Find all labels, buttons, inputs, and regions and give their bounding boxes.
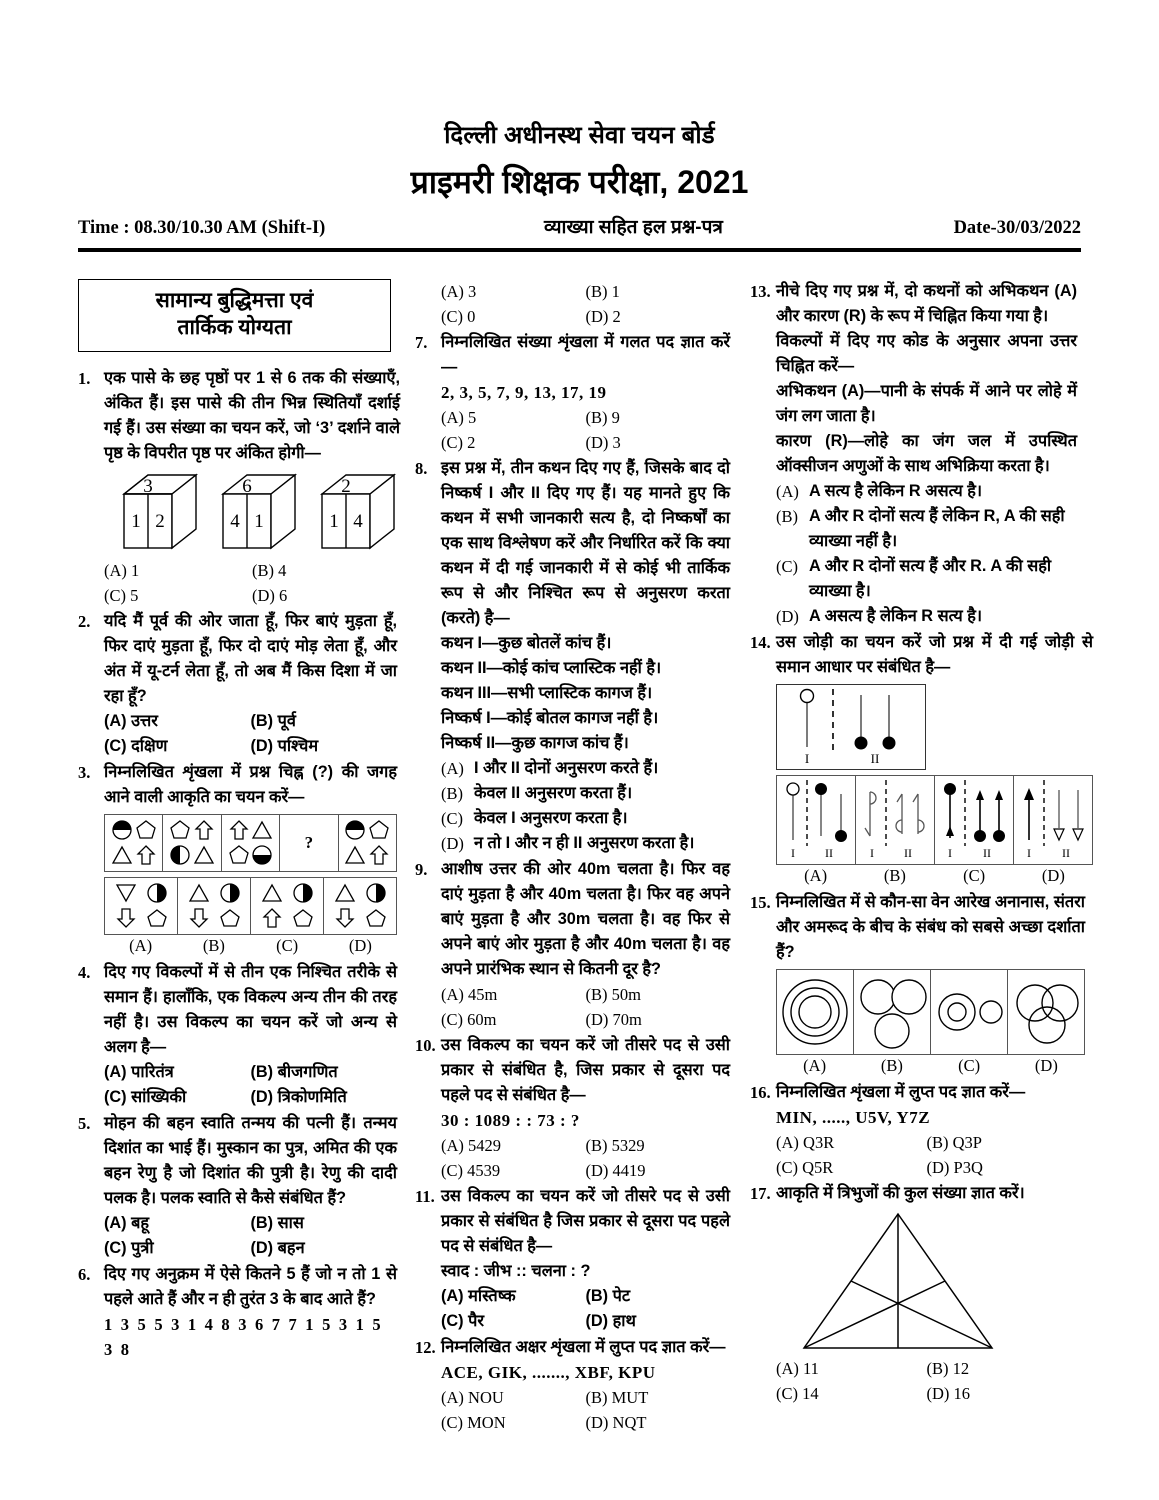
options-2 xyxy=(104,709,397,759)
question-number: 14. xyxy=(750,633,771,652)
option-b[interactable]: (B) 4 xyxy=(252,560,287,580)
question-11 xyxy=(415,1184,730,1334)
series-cell-5 xyxy=(339,815,396,871)
question-number: 3. xyxy=(78,762,91,782)
series-cell-2 xyxy=(163,815,221,871)
option-c[interactable]: (C) Q5R xyxy=(776,1158,834,1177)
right-half-filled-circle-icon xyxy=(292,882,314,904)
question-text: आकृति में त्रिभुजों की कुल संख्या ज्ञात करें। xyxy=(776,1184,1025,1202)
option-b[interactable]: (B) सास xyxy=(250,1213,304,1232)
label-b: (B) xyxy=(202,935,225,955)
option-d[interactable]: (D) 4419 xyxy=(585,1161,646,1180)
paper-subtitle: व्याख्या सहित हल प्रश्न-पत्र xyxy=(544,217,723,238)
question-15 xyxy=(750,890,1085,1079)
label-a: (A) xyxy=(129,935,153,955)
section-title-box xyxy=(78,279,391,352)
question-number: 2. xyxy=(78,611,91,631)
question-6-options-continued xyxy=(415,279,730,329)
label-II: II xyxy=(1062,846,1070,860)
options-5 xyxy=(104,1211,397,1261)
options-7 xyxy=(441,405,730,455)
answer-option-d[interactable] xyxy=(324,878,396,934)
answer-option-c[interactable] xyxy=(251,878,324,934)
statement-1: कथन I—कुछ बोतलें कांच हैं। xyxy=(441,634,612,652)
pair-option-a[interactable] xyxy=(777,776,856,864)
question-number: 15. xyxy=(750,893,771,912)
pair-question-figure xyxy=(776,684,1093,886)
left-half-filled-circle-icon xyxy=(169,844,191,866)
option-b[interactable]: (B) 1 xyxy=(585,282,620,301)
question-pair-box xyxy=(776,684,926,770)
question-text: निम्नलिखित अक्षर शृंखला में लुप्त पद ज्ञात करें— xyxy=(441,1338,726,1356)
question-16 xyxy=(750,1080,1077,1180)
dice-1-left: 1 xyxy=(131,510,141,532)
up-arrow-icon xyxy=(228,819,250,841)
option-a[interactable]: (A) 3 xyxy=(441,282,477,301)
pentagon-icon xyxy=(146,907,168,929)
question-text: दिए गए विकल्पों में से तीन एक निश्चित तरीके से समान हैं। हालाँकि, एक विकल्प अन्य तीन की तरह नहीं है। उस विकल्प का चयन करें जो अन्य से अलग है— xyxy=(104,962,397,1056)
up-arrow-icon xyxy=(261,907,283,929)
label-d: (D) xyxy=(1034,1056,1058,1075)
dice-2-left: 4 xyxy=(230,510,240,532)
question-number: 4. xyxy=(78,962,91,982)
question-5 xyxy=(78,1111,397,1261)
question-number: 13. xyxy=(750,282,771,301)
option-a[interactable]: (A) I और II दोनों अनुसरण करते हैं। xyxy=(441,759,659,778)
question-8 xyxy=(415,456,730,856)
option-b[interactable]: (B) 12 xyxy=(926,1359,970,1378)
page-header xyxy=(78,0,1081,239)
letter-series: ACE, GIK, ......., XBF, KPU xyxy=(441,1363,656,1382)
dice-2 xyxy=(217,472,301,554)
dice-3-left: 1 xyxy=(329,510,339,532)
answer-option-a[interactable] xyxy=(105,878,178,934)
option-d[interactable]: (D) न तो I और न ही II अनुसरण करता है। xyxy=(441,834,695,853)
reason-text: कारण (R)—लोहे का जंग जल में उपस्थित ऑक्सीजन अणुओं के साथ अभिक्रिया करता है। xyxy=(776,432,1077,475)
triangle-icon xyxy=(188,882,210,904)
question-2 xyxy=(78,609,397,759)
pair-option-labels xyxy=(776,866,1093,886)
section-title-line1: सामान्य बुद्धिमत्ता एवं xyxy=(155,289,314,312)
option-c[interactable]: (C) 60m xyxy=(441,1010,497,1029)
question-text: यदि मैं पूर्व की ओर जाता हूँ, फिर बाएं मुड़ता हूँ, फिर दाएं मुड़ता हूँ, फिर दो दाएं मोड़ लेता हूँ, और अंत में यू-टर्न लेता हूँ, तो अब मैं किस दिशा में जा रहा हूँ? xyxy=(104,611,397,705)
label-II: II xyxy=(825,846,833,860)
dice-3 xyxy=(316,472,400,554)
label-b: (B) xyxy=(883,866,906,885)
dice-1-top: 3 xyxy=(143,475,153,497)
number-series: 2, 3, 5, 7, 9, 13, 17, 19 xyxy=(441,383,607,402)
label-I: I xyxy=(804,751,810,766)
label-c: (C) xyxy=(958,1056,981,1075)
question-number: 5. xyxy=(78,1113,91,1133)
half-filled-circle-icon xyxy=(344,819,366,841)
letter-series: MIN, ....., U5V, Y7Z xyxy=(776,1108,931,1127)
series-figure xyxy=(104,814,397,956)
question-text: निम्नलिखित शृंखला में लुप्त पद ज्ञात करें— xyxy=(776,1083,1026,1101)
label-d: (D) xyxy=(1041,866,1065,885)
answer-option-labels xyxy=(104,936,397,956)
option-a[interactable]: (A) 1 xyxy=(104,560,140,580)
option-b[interactable]: (B) 9 xyxy=(585,408,620,427)
number-sequence: 1 3 5 5 3 1 4 8 3 6 7 7 1 5 3 1 5 3 8 xyxy=(104,1314,383,1359)
question-text: निम्नलिखित संख्या शृंखला में गलत पद ज्ञात करें— xyxy=(441,333,730,376)
conclusion-2: निष्कर्ष II—कुछ कागज कांच हैं। xyxy=(441,734,629,752)
conclusion-1: निष्कर्ष I—कोई बोतल कागज नहीं है। xyxy=(441,709,659,727)
half-filled-circle-icon xyxy=(111,819,133,841)
venn-option-labels xyxy=(776,1056,1085,1076)
statement-3: कथन III—सभी प्लास्टिक कागज हैं। xyxy=(441,684,653,702)
option-c[interactable]: (C) 14 xyxy=(776,1384,819,1403)
header-divider xyxy=(78,248,1081,252)
label-II: II xyxy=(904,846,912,860)
pair-answer-options xyxy=(776,775,1093,865)
options-17 xyxy=(776,1356,1077,1406)
option-d[interactable]: (D) 3 xyxy=(585,433,621,452)
question-text: दिए गए अनुक्रम में ऐसे कितने 5 हैं जो न तो 1 से पहले आते हैं और न ही तुरंत 3 के बाद आते हैं? xyxy=(104,1264,397,1308)
dice-figure xyxy=(104,472,400,554)
analogy-expression: स्वाद : जीभ :: चलना : ? xyxy=(441,1262,591,1280)
options-9 xyxy=(441,982,730,1032)
question-number: 17. xyxy=(750,1184,771,1203)
dice-1 xyxy=(118,472,202,554)
pentagon-icon xyxy=(365,907,387,929)
option-c[interactable]: (C) सांख्यिकी xyxy=(104,1087,187,1106)
triangle-icon xyxy=(193,844,215,866)
down-arrow-icon xyxy=(334,907,356,929)
analogy-expression: 30 : 1089 : : 73 : ? xyxy=(441,1111,580,1130)
question-3 xyxy=(78,760,397,959)
series-cell-missing xyxy=(280,815,338,871)
label-a: (A) xyxy=(804,866,828,885)
bottom-half-filled-circle-icon xyxy=(251,844,273,866)
exam-time: Time : 08.30/10.30 AM (Shift-I) xyxy=(78,218,326,238)
question-number: 6. xyxy=(78,1264,91,1284)
exam-title: प्राइमरी शिक्षक परीक्षा, 2021 xyxy=(410,164,749,200)
column-1 xyxy=(78,279,411,1436)
label-I: I xyxy=(1027,846,1031,860)
right-half-filled-circle-icon xyxy=(146,882,168,904)
option-b[interactable]: (B) पेट xyxy=(585,1287,631,1305)
question-1 xyxy=(78,366,400,608)
question-9 xyxy=(415,857,730,1032)
triangle-icon xyxy=(334,882,356,904)
up-arrow-icon xyxy=(193,819,215,841)
board-name: दिल्ली अधीनस्थ सेवा चयन बोर्ड xyxy=(444,122,715,149)
venn-option-d[interactable] xyxy=(1008,970,1084,1054)
exam-date: Date-30/03/2022 xyxy=(953,218,1081,238)
option-c[interactable]: (C) पैर xyxy=(441,1312,485,1330)
triangle-icon xyxy=(261,882,283,904)
option-b[interactable]: (B) MUT xyxy=(585,1388,649,1407)
up-arrow-icon xyxy=(368,844,390,866)
question-instruction: विकल्पों में दिए गए कोड के अनुसार अपना उत्तर चिह्नित करें— xyxy=(776,332,1077,375)
options-8 xyxy=(441,756,730,856)
label-II: II xyxy=(870,751,880,766)
option-d[interactable]: (D) 16 xyxy=(926,1384,971,1403)
option-c[interactable]: (C) A और R दोनों सत्य हैं और R. A की सही व्याख्या है। xyxy=(776,557,1052,600)
option-d[interactable]: (D) NQT xyxy=(585,1413,647,1432)
option-b[interactable]: (B) A और R दोनों सत्य हैं लेकिन R, A की सही व्याख्या नहीं है। xyxy=(776,507,1065,550)
pentagon-icon xyxy=(169,819,191,841)
question-text: नीचे दिए गए प्रश्न में, दो कथनों को अभिकथन (A) और कारण (R) के रूप में चिह्नित किया गया है। xyxy=(776,282,1077,325)
question-14 xyxy=(750,630,1093,889)
pentagon-icon xyxy=(292,907,314,929)
up-arrow-icon xyxy=(135,844,157,866)
option-d[interactable]: (D) 6 xyxy=(252,585,288,605)
question-17 xyxy=(750,1181,1077,1406)
option-c[interactable]: (C) पुत्री xyxy=(104,1238,154,1257)
option-c[interactable]: (C) दक्षिण xyxy=(104,736,168,755)
question-13 xyxy=(750,279,1077,629)
question-text: उस विकल्प का चयन करें जो तीसरे पद से उसी प्रकार से संबंधित है, जिस प्रकार से दूसरा पद पहले पद से संबंधित है— xyxy=(441,1036,730,1104)
question-text: निम्नलिखित शृंखला में प्रश्न चिह्न (?) की जगह आने वाली आकृति का चयन करें— xyxy=(104,762,397,806)
option-d[interactable]: (D) पश्चिम xyxy=(250,736,319,755)
triangle-figure xyxy=(798,1208,998,1354)
triangle-icon xyxy=(344,844,366,866)
label-I: I xyxy=(870,846,874,860)
dice-2-top: 6 xyxy=(242,475,252,497)
option-a[interactable]: (A) 45m xyxy=(441,985,498,1004)
question-10 xyxy=(415,1033,730,1183)
question-4 xyxy=(78,960,397,1110)
option-c[interactable]: (C) MON xyxy=(441,1413,506,1432)
question-number: 16. xyxy=(750,1083,771,1102)
pair-option-b[interactable] xyxy=(856,776,935,864)
option-a[interactable]: (A) 11 xyxy=(776,1359,819,1378)
series-cell-1 xyxy=(105,815,163,871)
option-c[interactable]: (C) 0 xyxy=(441,307,476,326)
question-number: 8. xyxy=(415,459,428,478)
question-mark: ? xyxy=(304,832,314,852)
option-a[interactable]: (A) 5 xyxy=(441,408,477,427)
option-b[interactable]: (B) केवल II अनुसरण करता हैं। xyxy=(441,784,633,803)
dice-2-right: 1 xyxy=(254,510,264,532)
option-a[interactable]: (A) मस्तिष्क xyxy=(441,1287,516,1305)
label-d: (D) xyxy=(348,935,372,955)
options-1 xyxy=(104,558,400,608)
option-b[interactable]: (B) Q3P xyxy=(926,1133,982,1152)
question-number: 9. xyxy=(415,860,428,879)
option-d[interactable]: (D) त्रिकोणमिति xyxy=(250,1087,347,1106)
column-2 xyxy=(411,279,744,1436)
option-a[interactable]: (A) A सत्य है लेकिन R असत्य है। xyxy=(776,482,983,501)
series-row xyxy=(104,814,397,872)
option-d[interactable]: (D) 70m xyxy=(585,1010,642,1029)
question-text: उस जोड़ी का चयन करें जो प्रश्न में दी गई जोड़ी से समान आधार पर संबंधित है— xyxy=(776,633,1093,676)
label-II: II xyxy=(983,846,991,860)
down-triangle-icon xyxy=(115,882,137,904)
options-4 xyxy=(104,1060,397,1110)
option-a[interactable]: (A) 5429 xyxy=(441,1136,502,1155)
question-text: मोहन की बहन स्वाति तन्मय की पत्नी हैं। तन्मय दिशांत का भाई हैं। मुस्कान का पुत्र, अमित की एक बहन रेणु है जो दिशांत की पुत्री है। रेणु की दादी पलक है। पलक स्वाति से कैसे संबंधित हैं? xyxy=(104,1113,397,1207)
pentagon-icon xyxy=(219,907,241,929)
pentagon-icon xyxy=(368,819,390,841)
question-number: 1. xyxy=(78,368,91,388)
option-a[interactable]: (A) पारितंत्र xyxy=(104,1062,174,1081)
pentagon-icon xyxy=(228,844,250,866)
option-a[interactable]: (A) बहू xyxy=(104,1213,150,1232)
venn-option-c[interactable] xyxy=(931,970,1008,1054)
statement-2: कथन II—कोई कांच प्लास्टिक नहीं है। xyxy=(441,659,662,677)
option-d[interactable]: (D) A असत्य है लेकिन R सत्य है। xyxy=(776,607,983,626)
question-number: 10. xyxy=(415,1036,436,1055)
option-b[interactable]: (B) बीजगणित xyxy=(250,1062,338,1081)
option-b[interactable]: (B) 50m xyxy=(585,985,641,1004)
venn-options xyxy=(776,969,1085,1055)
option-c[interactable]: (C) 2 xyxy=(441,433,476,452)
down-arrow-icon xyxy=(115,907,137,929)
label-c: (C) xyxy=(963,866,986,885)
option-a[interactable]: (A) उत्तर xyxy=(104,711,158,730)
question-number: 12. xyxy=(415,1338,436,1357)
question-12 xyxy=(415,1335,730,1435)
down-arrow-icon xyxy=(188,907,210,929)
dice-3-top: 2 xyxy=(341,475,351,497)
triangle-icon xyxy=(251,819,273,841)
option-b[interactable]: (B) 5329 xyxy=(585,1136,645,1155)
right-half-filled-circle-icon xyxy=(365,882,387,904)
assertion-text: अभिकथन (A)—पानी के संपर्क में आने पर लोहे में जंग लग जाता है। xyxy=(776,382,1077,425)
question-text: एक पासे के छह पृष्ठों पर 1 से 6 तक की संख्याएँ, अंकित हैं। इस पासे की तीन भिन्न स्थितियाँ दर्शाई गई हैं। उस संख्या का चयन करें, जो ‘3’ दर्शाने वाले पृष्ठ के विपरीत पृष्ठ पर अंकित होगी— xyxy=(104,368,400,462)
triangle-icon xyxy=(111,844,133,866)
options-16 xyxy=(776,1130,1077,1180)
dice-3-right: 4 xyxy=(353,510,363,532)
label-I: I xyxy=(948,846,952,860)
question-text: आशीष उत्तर की ओर 40m चलता है। फिर वह दाएं मुड़ता है और 40m चलता है। फिर वह अपने बाएं मुड़ता है और 30m चलता है। वह फिर से अपने बाएं ओर मुड़ता है और 40m चलता है। वह अपने प्रारंभिक स्थान से कितनी दूर है? xyxy=(441,860,730,978)
options-11 xyxy=(441,1284,730,1334)
answer-option-b[interactable] xyxy=(178,878,251,934)
right-half-filled-circle-icon xyxy=(219,882,241,904)
label-b: (B) xyxy=(880,1056,903,1075)
series-cell-3 xyxy=(222,815,280,871)
pentagon-icon xyxy=(135,819,157,841)
section-title-line2: तार्किक योग्यता xyxy=(177,316,292,340)
question-6 xyxy=(78,1262,397,1362)
option-a[interactable]: (A) Q3R xyxy=(776,1133,835,1152)
option-a[interactable]: (A) NOU xyxy=(441,1388,504,1407)
option-d[interactable]: (D) P3Q xyxy=(926,1158,983,1177)
option-c[interactable]: (C) 5 xyxy=(104,585,139,605)
column-3 xyxy=(744,279,1093,1436)
option-b[interactable]: (B) पूर्व xyxy=(250,711,296,730)
question-text: इस प्रश्न में, तीन कथन दिए गए हैं, जिसके बाद दो निष्कर्ष I और II दिए गए हैं। यह मानते हुए कि कथन में सभी जानकारी सत्य है, दो निष्कर्षों का एक साथ विश्लेषण करें और निर्धारित करें कि क्या कथन में दी गई जानकारी में से कोई भी तार्किक रूप से और निश्चित रूप से अनुसरण करता (करते) है— xyxy=(441,459,730,627)
label-I: I xyxy=(791,846,795,860)
question-7 xyxy=(415,330,730,455)
dice-1-right: 2 xyxy=(155,510,165,532)
options-12 xyxy=(441,1385,730,1435)
option-c[interactable]: (C) केवल I अनुसरण करता है। xyxy=(441,809,628,828)
question-number: 7. xyxy=(415,333,428,352)
option-d[interactable]: (D) 2 xyxy=(585,307,621,326)
venn-option-b[interactable] xyxy=(854,970,931,1054)
question-number: 11. xyxy=(415,1187,435,1206)
option-d[interactable]: (D) हाथ xyxy=(585,1312,636,1330)
question-text: निम्नलिखित में से कौन-सा वेन आरेख अनानास, संतरा और अमरूद के बीच के संबंध को सबसे अच्छा दर्शाता हैं? xyxy=(776,893,1085,961)
answer-options-row xyxy=(104,877,397,935)
pair-option-d[interactable] xyxy=(1014,776,1092,864)
option-c[interactable]: (C) 4539 xyxy=(441,1161,501,1180)
options-13 xyxy=(776,479,1077,629)
venn-diagram-figure xyxy=(776,969,1085,1076)
label-c: (C) xyxy=(276,935,299,955)
label-a: (A) xyxy=(803,1056,827,1075)
option-d[interactable]: (D) बहन xyxy=(250,1238,305,1257)
venn-option-a[interactable] xyxy=(777,970,854,1054)
pair-option-c[interactable] xyxy=(935,776,1014,864)
question-text: उस विकल्प का चयन करें जो तीसरे पद से उसी प्रकार से संबंधित है जिस प्रकार से दूसरा पद पहले पद से संबंधित है— xyxy=(441,1187,730,1255)
options-10 xyxy=(441,1133,730,1183)
